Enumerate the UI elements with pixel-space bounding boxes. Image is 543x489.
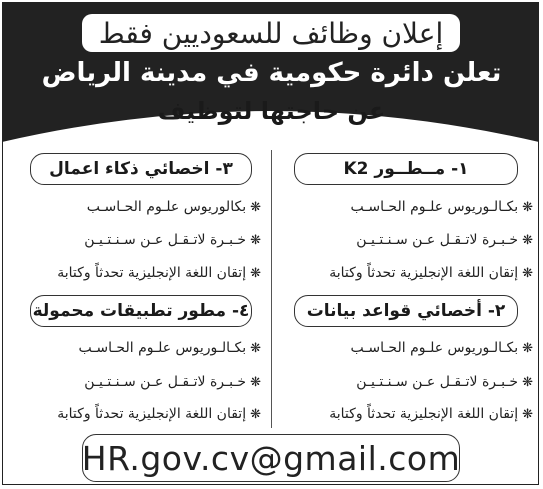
job-2-requirement: ❋خـبـرة لاتـقـل عـن سـنـتـيـن (356, 374, 533, 390)
bullet-icon: ❋ (522, 266, 533, 281)
job-4-requirement: ❋إتقان اللغة الإنجليزية تحدثاً وكتابة (57, 406, 261, 422)
bullet-icon: ❋ (522, 233, 533, 248)
bullet-icon: ❋ (250, 233, 261, 248)
job-title-2: ٢- أخصائي قواعد بيانات (294, 295, 518, 327)
bullet-icon: ❋ (522, 375, 533, 390)
bullet-icon: ❋ (522, 407, 533, 422)
job-1-requirement: ❋بكـالـوريوس علـوم الحـاسـب (350, 199, 533, 215)
bullet-icon: ❋ (250, 266, 261, 281)
ad-subheadline: عن حاجتها لتوظيف (157, 97, 386, 125)
ad-headline: تعلن دائرة حكومية في مدينة الرياض (41, 58, 502, 88)
job-1-requirement: ❋خـبـرة لاتـقـل عـن سـنـتـيـن (356, 232, 533, 248)
job-4-requirement: ❋خـبـرة لاتـقـل عـن سـنـتـيـن (84, 374, 261, 390)
column-divider (271, 150, 272, 428)
bullet-icon: ❋ (250, 341, 261, 356)
job-title-4: ٤- مطور تطبيقات محمولة (30, 295, 252, 327)
job-4-requirement: ❋بكـالـوريوس علـوم الحـاسـب (78, 340, 261, 356)
ad-top-title: إعلان وظائف للسعوديين فقط (82, 14, 460, 52)
bullet-icon: ❋ (250, 407, 261, 422)
job-1-requirement: ❋إتقان اللغة الإنجليزية تحدثاً وكتابة (329, 265, 533, 281)
bullet-icon: ❋ (522, 341, 533, 356)
bullet-icon: ❋ (250, 200, 261, 215)
contact-email: HR.gov.cv@gmail.com (82, 434, 460, 482)
job-2-requirement: ❋بكـالـوريوس علـوم الحـاسـب (350, 340, 533, 356)
bullet-icon: ❋ (250, 375, 261, 390)
job-title-1: ١- مــطــور K2 (294, 153, 518, 185)
job-title-3: ٣- اخصائي ذكاء اعمال (30, 153, 252, 185)
job-3-requirement: ❋بكالوريوس علـوم الحـاسـب (86, 199, 261, 215)
job-3-requirement: ❋إتقان اللغة الإنجليزية تحدثاً وكتابة (57, 265, 261, 281)
bullet-icon: ❋ (522, 200, 533, 215)
job-2-requirement: ❋إتقان اللغة الإنجليزية تحدثاً وكتابة (329, 406, 533, 422)
job-3-requirement: ❋خـبـرة لاتـقـل عـن سـنـتـيـن (84, 232, 261, 248)
